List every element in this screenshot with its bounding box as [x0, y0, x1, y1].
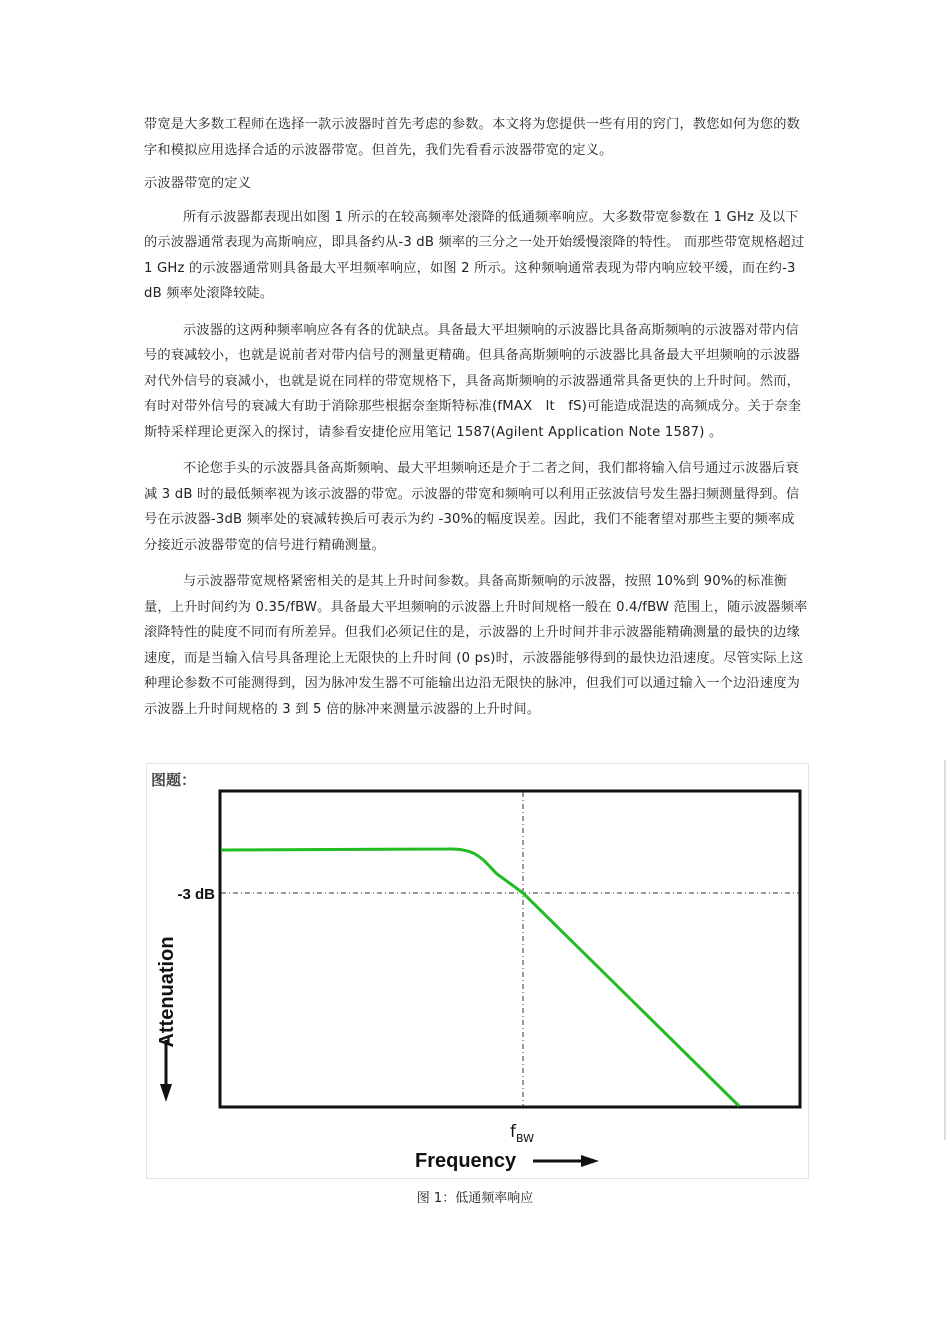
- article-body: [144, 112, 808, 733]
- paragraph-3: 不论您手头的示波器具备高斯频响、最大平坦频响还是介于二者之间，我们都将输入信号通过示波器后衰减 3 dB 时的最低频率视为该示波器的带宽。示波器的带宽和频响可以利用正弦波信号发生器扫频测量得到。信号在示波器-3dB 频率处的衰减转换后可表示为约 -30%的幅度误差。因此，我们不能奢望对那些主要的频率成分接近示波器带宽的信号进行精确测量。: [144, 461, 800, 553]
- plot-frame: [220, 791, 800, 1107]
- paragraph-1: 所有示波器都表现出如图 1 所示的在较高频率处滚降的低通频率响应。大多数带宽参数在 1 GHz 及以下的示波器通常表现为高斯响应，即具备约从-3 dB 频率的三分之一处开始缓慢滚降的特性。 而那些带宽规格超过 1 GHz 的示波器通常则具备最大平坦频率响应，如图 2 所示。这种频响通常表现为带内响应较平缓，而在约-3 dB 频率处滚降较陡。: [144, 209, 805, 301]
- section-heading: 示波器带宽的定义: [144, 176, 252, 191]
- page-edge-mark: [944, 760, 946, 1140]
- fbw-label: $f_{BW}$: [510, 1122, 535, 1145]
- intro-paragraph: 带宽是大多数工程师在选择一款示波器时首先考虑的参数。本文将为您提供一些有用的窍门，教您如何为您的数字和模拟应用选择合适的示波器带宽。但首先，我们先看看示波器带宽的定义。: [144, 117, 800, 158]
- x-axis-arrow-head: [581, 1155, 599, 1167]
- minus3db-label: -3 dB: [177, 886, 215, 903]
- lowpass-response-figure: [146, 763, 809, 1179]
- y-axis-arrow-head: [160, 1084, 172, 1102]
- x-axis-label: Frequency: [415, 1150, 517, 1172]
- figure-caption: 图 1：低通频率响应: [416, 1191, 534, 1206]
- paragraph-2: 示波器的这两种频率响应各有各的优缺点。具备最大平坦频响的示波器比具备高斯频响的示波器对带内信号的衰减较小，也就是说前者对带内信号的测量更精确。但具备高斯频响的示波器比具备最大平坦频响的示波器对代外信号的衰减小，也就是说在同样的带宽规格下，具备高斯频响的示波器通常具备更快的上升时间。然而，有时对带外信号的衰减大有助于消除那些根据奈奎斯特标准(fMAX lt fS)可能造成混迭的高频成分。关于奈奎斯特采样理论更深入的探讨，请参看安捷伦应用笔记 1587(Agilent Application Note 1587) 。: [144, 322, 802, 440]
- y-axis-group: [156, 936, 178, 1047]
- figure-top-label: 图题：: [151, 771, 197, 789]
- y-axis-label: Attenuation: [156, 936, 178, 1048]
- paragraph-4: 与示波器带宽规格紧密相关的是其上升时间参数。具备高斯频响的示波器，按照 10%到 90%的标准衡量，上升时间约为 0.35/fBW。具备最大平坦频响的示波器上升时间规格一般在 0.4/fBW 范围上，随示波器频率滚降特性的陡度不同而有所差异。但我们必须记住的是，示波器的上升时间并非示波器能精确测量的最快的边缘速度，而是当输入信号具备理论上无限快的上升时间 (0 ps)时，示波器能够得到的最快边沿速度。尽管实际上这种理论参数不可能测得到，因为脉冲发生器不可能输出边沿无限快的脉冲，但我们可以通过输入一个边沿速度为示波器上升时间规格的 3 到 5 倍的脉冲来测量示波器的上升时间。: [144, 574, 808, 717]
- response-plot: [147, 764, 808, 1178]
